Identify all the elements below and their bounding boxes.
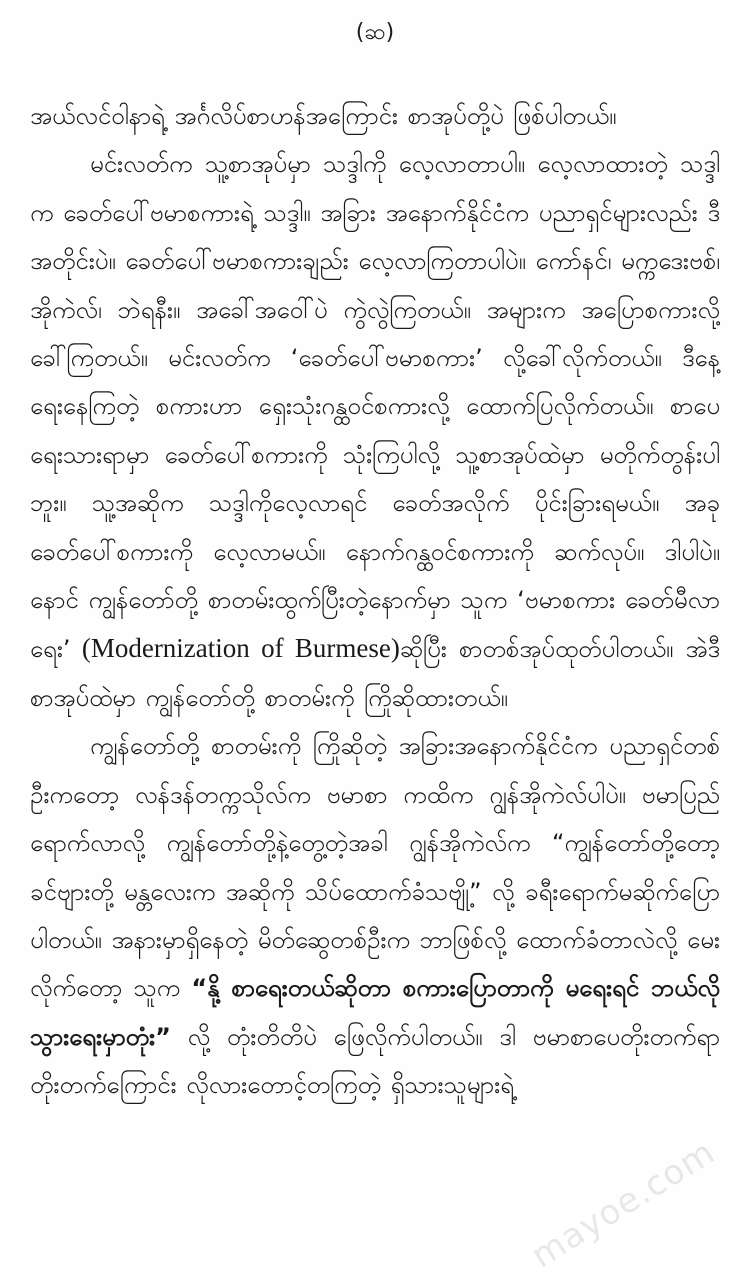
paragraph-3-quote-2: “နို့ စာရေးတယ်ဆိုတာ စကားပြောတာကို မရေးရင် ဘယ်လိုသွားရေးမှာတုံး” xyxy=(30,974,720,1051)
paragraph-2-text-a: မင်းလတ်က သူ့စာအုပ်မှာ သဒ္ဒါကို လေ့လာတာပါ။ လေ့လာထားတဲ့ သဒ္ဒါက ခေတ်ပေါ်ဗမာစကားရဲ့ သဒ္ဒါ။ အခြား အနောက်နိုင်ငံက ပညာရှင်များလည်း ဒီအတိုင်းပဲ။ ခေတ်ပေါ်ဗမာစကားချည်း လေ့လာကြတာပါပဲ။ ကော်နင်၊ မက္ကဒေးဗစ်၊ အိုကဲလ်၊ ဘဲရနီး။ အခေါ်အဝေါ်ပဲ ကွဲလွဲကြတယ်။ အများက အပြောစကားလို့ ခေါ်ကြတယ်။ မင်းလတ်က xyxy=(30,150,720,373)
paragraph-3 xyxy=(30,722,720,1109)
paragraph-1-text: အယ်လင်ဝါနာရဲ့ အင်္ဂလိပ်စာဟန်အကြောင်း စာအုပ်တို့ပဲ ဖြစ်ပါတယ်။ xyxy=(30,102,617,130)
paragraph-3-text-c: လို့ တုံးတိတိပဲ ဖြေလိုက်ပါတယ်။ ဒါ ဗမာစာပေတိုးတက်ရာ တိုးတက်ကြောင်း လိုလားတောင့်တကြတဲ့ ရှိသားသူများရဲ့ xyxy=(30,1022,720,1100)
paragraph-2-text-c: ဆိုပြီး စာတစ်အုပ်ထုတ်ပါတယ်။ အဲဒီစာအုပ်ထဲမှာ ကျွန်တော်တို့ စာတမ်းကို ကြိုဆိုထားတယ်။ xyxy=(30,635,721,712)
paragraph-2-quote-1: ‘ခေတ်ပေါ်ဗမာစကား’ xyxy=(290,344,483,373)
paragraph-2-quote-2: ‘ဗမာစကား ခေတ်မီလာရေး’ xyxy=(30,586,721,664)
paragraph-1 xyxy=(30,92,720,140)
paragraph-3-text-b: လို့ ခရီးရောက်မဆိုက်ပြောပါတယ်။ အနားမှာရှိနေတဲ့ မိတ်ဆွေတစ်ဦးက ဘာဖြစ်လို့ ထောက်ခံတာလဲလို့ မေးလိုက်တော့ သူက xyxy=(30,877,720,1003)
paragraph-3-quote-1: “ကျွန်တော်တို့တော့ ခင်ဗျားတို့ မန္တလေးက အဆိုကို သိပ်ထောက်ခံသဗျို့” xyxy=(30,829,720,906)
page-body xyxy=(30,92,720,1110)
watermark: mayoe.com xyxy=(524,1132,722,1276)
paragraph-3-text-a: ကျွန်တော်တို့ စာတမ်းကို ကြိုဆိုတဲ့ အခြားအနောက်နိုင်ငံက ပညာရှင်တစ်ဦးကတော့ လန်ဒန်တက္ကသိုလ်က ဗမာစာ ကထိက ဂျွန်အိုကဲလ်ပါပဲ။ ဗမာပြည်ရောက်လာလို့ ကျွန်တော်တို့နဲ့တွေ့တဲ့အခါ ဂျွန်အိုကဲလ်က xyxy=(30,732,720,858)
page-number: (ဆ) xyxy=(355,20,395,45)
paragraph-2 xyxy=(30,140,720,722)
paragraph-2-text-b: လို့ခေါ်လိုက်တယ်။ ဒီနေ့ ရေးနေကြတဲ့ စကားဟာ ရှေးသုံးဂန္ထဝင်စကားလို့ ထောက်ပြလိုက်တယ်။ စာပေရေးသားရာမှာ ခေတ်ပေါ်စကားကို သုံးကြပါလို့ သူ့စာအုပ်ထဲမှာ မတိုက်တွန်းပါဘူး။ သူ့အဆိုက သဒ္ဒါကိုလေ့လာရင် ခေတ်အလိုက် ပိုင်းခြားရမယ်။ အခု ခေတ်ပေါ်စကားကို လေ့လာမယ်။ နောက်ဂန္ထဝင်စကားကို ဆက်လုပ်။ ဒါပါပဲ။ နောင် ကျွန်တော်တို့ စာတမ်းထွက်ပြီးတဲ့နောက်မှာ သူက xyxy=(30,344,720,615)
paragraph-2-english-title: (Modernization of Burmese) xyxy=(70,633,400,664)
